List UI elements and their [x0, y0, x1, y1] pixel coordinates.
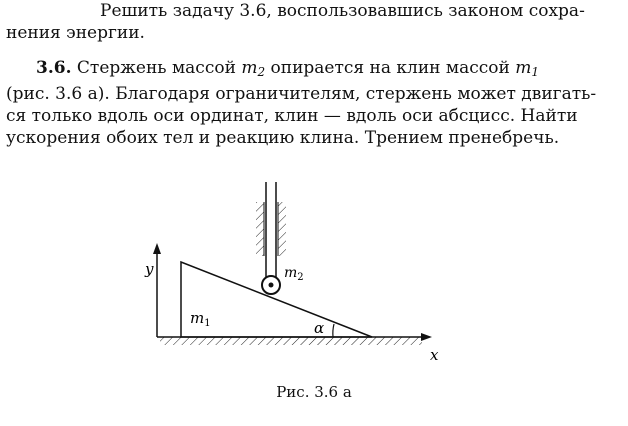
x-axis-arrow — [421, 333, 432, 341]
angle-arc — [333, 324, 334, 337]
problem-paragraph — [6, 57, 600, 149]
y-axis-arrow — [153, 243, 161, 254]
m1-label: $m_1$ — [190, 309, 211, 329]
problem-text-b: опирается на клин массой — [270, 58, 510, 78]
problem-line-3: ся только вдоль оси ординат, клин — вдоль оси абсцисс. Найти — [6, 106, 578, 126]
problem-line-2: (рис. 3.6 а). Благодаря ограничителям, стержень может двигать- — [6, 84, 597, 104]
x-label: x — [430, 346, 439, 364]
alpha-label: α — [314, 319, 325, 337]
guide-hatch-left — [256, 202, 264, 256]
guide-hatch-right — [278, 202, 286, 256]
intro-line-2: нения энергии. — [6, 23, 145, 43]
mass-m1: $m_1$ — [515, 58, 540, 79]
ground-hatch — [160, 337, 422, 345]
problem-text-a: Стержень массой — [76, 58, 236, 78]
y-label: y — [145, 260, 154, 278]
problem-number: 3.6. — [36, 58, 72, 78]
problem-line-1 — [6, 57, 600, 83]
problem-line-4: ускорения обоих тел и реакцию клина. Трением пренебречь. — [6, 128, 560, 148]
intro-line-1: Решить задачу 3.6, воспользовавшись законом сохра- — [100, 1, 585, 21]
figure-caption: Рис. 3.6 а — [276, 383, 352, 401]
intro-paragraph — [6, 0, 600, 44]
roller-axle — [269, 283, 274, 288]
m2-label: $m_2$ — [284, 265, 304, 283]
mass-m2: $m_2$ — [241, 58, 266, 79]
